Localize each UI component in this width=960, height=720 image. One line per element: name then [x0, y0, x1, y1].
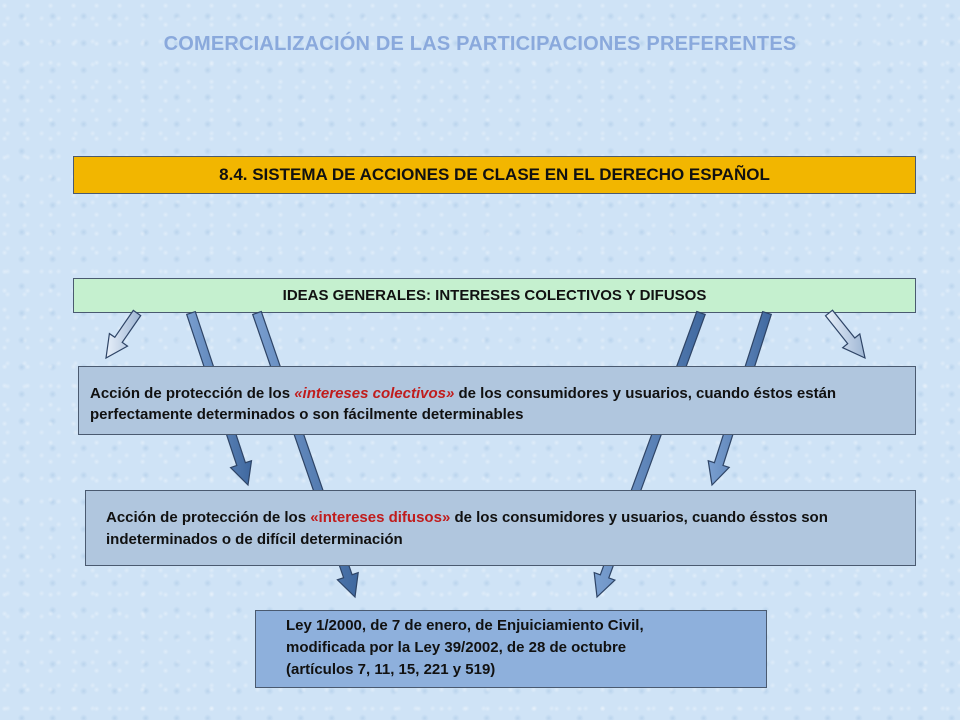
- colectivos-text-after: de los consumidores y usuarios, cuando éstos están perfectamente determinados o son fácilmente determinables: [90, 385, 837, 423]
- difusos-text-before: Acción de protección de los: [106, 509, 311, 526]
- ley-line-1: Ley 1/2000, de 7 de enero, de Enjuiciamiento Civil,: [286, 617, 644, 634]
- intereses-difusos-box: [85, 490, 916, 566]
- arrow-to-colectivos-left: [106, 310, 141, 358]
- ideas-generales-text: IDEAS GENERALES: INTERESES COLECTIVOS Y DIFUSOS: [282, 287, 707, 304]
- page-title: COMERCIALIZACIÓN DE LAS PARTICIPACIONES PREFERENTES: [163, 33, 797, 55]
- ley-line-2: modificada por la Ley 39/2002, de 28 de octubre: [286, 639, 627, 656]
- ley-enjuiciamiento-box: [255, 610, 767, 688]
- difusos-text-after: de los consumidores y usuarios, cuando ésstos son indeterminados o de difícil determinación: [106, 509, 828, 548]
- intereses-colectivos-box: [78, 366, 916, 435]
- ley-line-3: (artículos 7, 11, 15, 221 y 519): [286, 661, 496, 678]
- colectivos-text-before: Acción de protección de los: [90, 385, 295, 402]
- section-header-text: 8.4. SISTEMA DE ACCIONES DE CLASE EN EL DERECHO ESPAÑOL: [219, 165, 770, 184]
- difusos-highlight: «intereses difusos»: [310, 509, 451, 526]
- colectivos-highlight: «intereses colectivos»: [294, 385, 455, 402]
- arrow-to-colectivos-right: [826, 310, 866, 358]
